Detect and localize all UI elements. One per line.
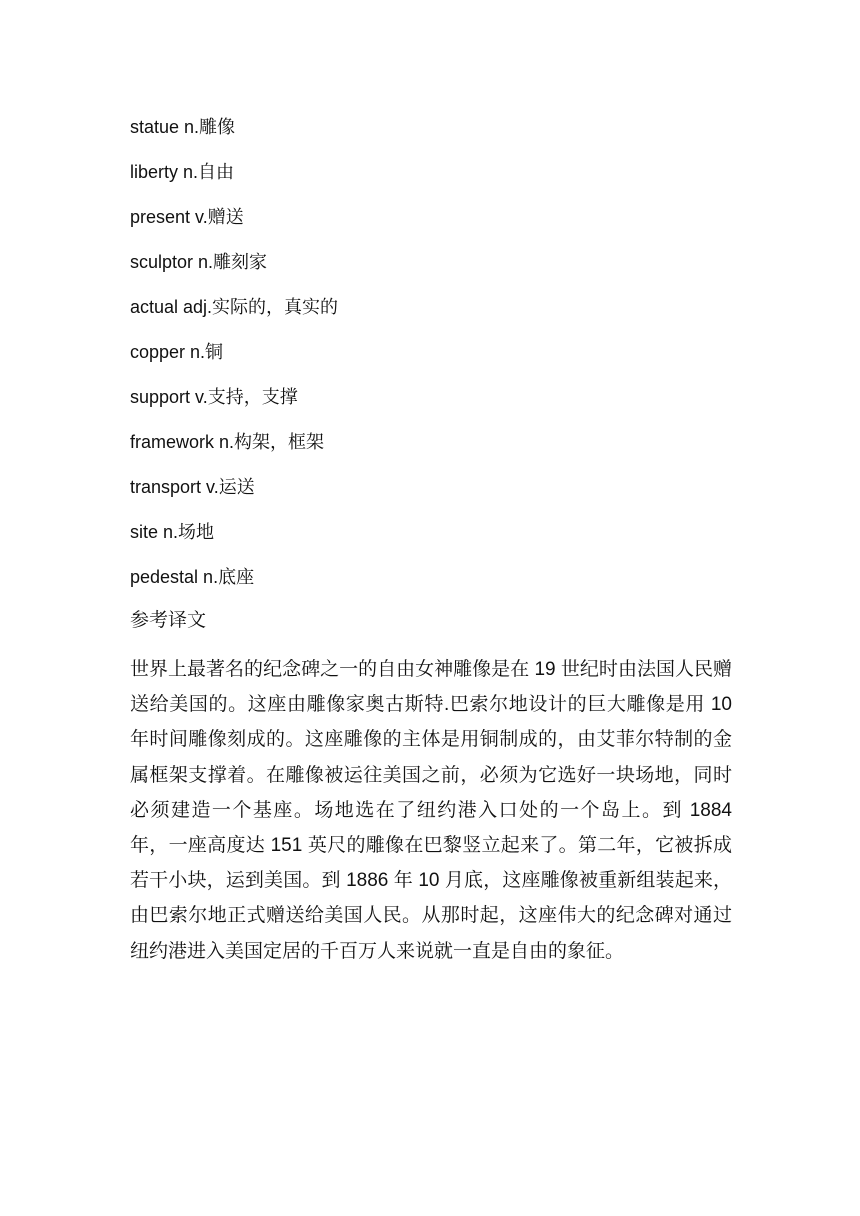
vocab-item-liberty: liberty n.自由	[130, 162, 235, 182]
vocabulary-list	[130, 113, 750, 608]
vocab-item-support: support v.支持，支撑	[130, 387, 298, 407]
vocab-item-copper: copper n.铜	[130, 342, 224, 362]
translation-paragraph: 世界上最著名的纪念碑之一的自由女神雕像是在 19 世纪时由法国人民赠送给美国的。这座由雕像家奥古斯特.巴索尔地设计的巨大雕像是用 10 年时间雕像刻成的。这座雕像的主体是用铜制成的，由艾菲尔特制的金属框架支撑着。在雕像被运往美国之前，必须为它选好一块场地，同时必须建造一个基座。场地选在了纽约港入口处的一个岛上。到 1884 年，一座高度达 151 英尺的雕像在巴黎竖立起来了。第二年，它被拆成若干小块，运到美国。到 1886 年 10 月底，这座雕像被重新组装起来，由巴索尔地正式赠送给美国人民。从那时起，这座伟大的纪念碑对通过纽约港进入美国定居的千百万人来说就一直是自由的象征。	[130, 659, 732, 962]
vocab-item-pedestal: pedestal n.底座	[130, 567, 255, 587]
vocab-item-framework: framework n.构架，框架	[130, 432, 325, 452]
vocab-item-actual: actual adj.实际的，真实的	[130, 297, 339, 317]
translation-heading: 参考译文	[130, 610, 207, 631]
vocab-item-sculptor: sculptor n.雕刻家	[130, 252, 268, 272]
vocab-item-statue: statue n.雕像	[130, 117, 236, 137]
vocab-item-present: present v.赠送	[130, 207, 244, 227]
vocab-item-transport: transport v.运送	[130, 477, 255, 497]
vocab-item-site: site n.场地	[130, 522, 215, 542]
